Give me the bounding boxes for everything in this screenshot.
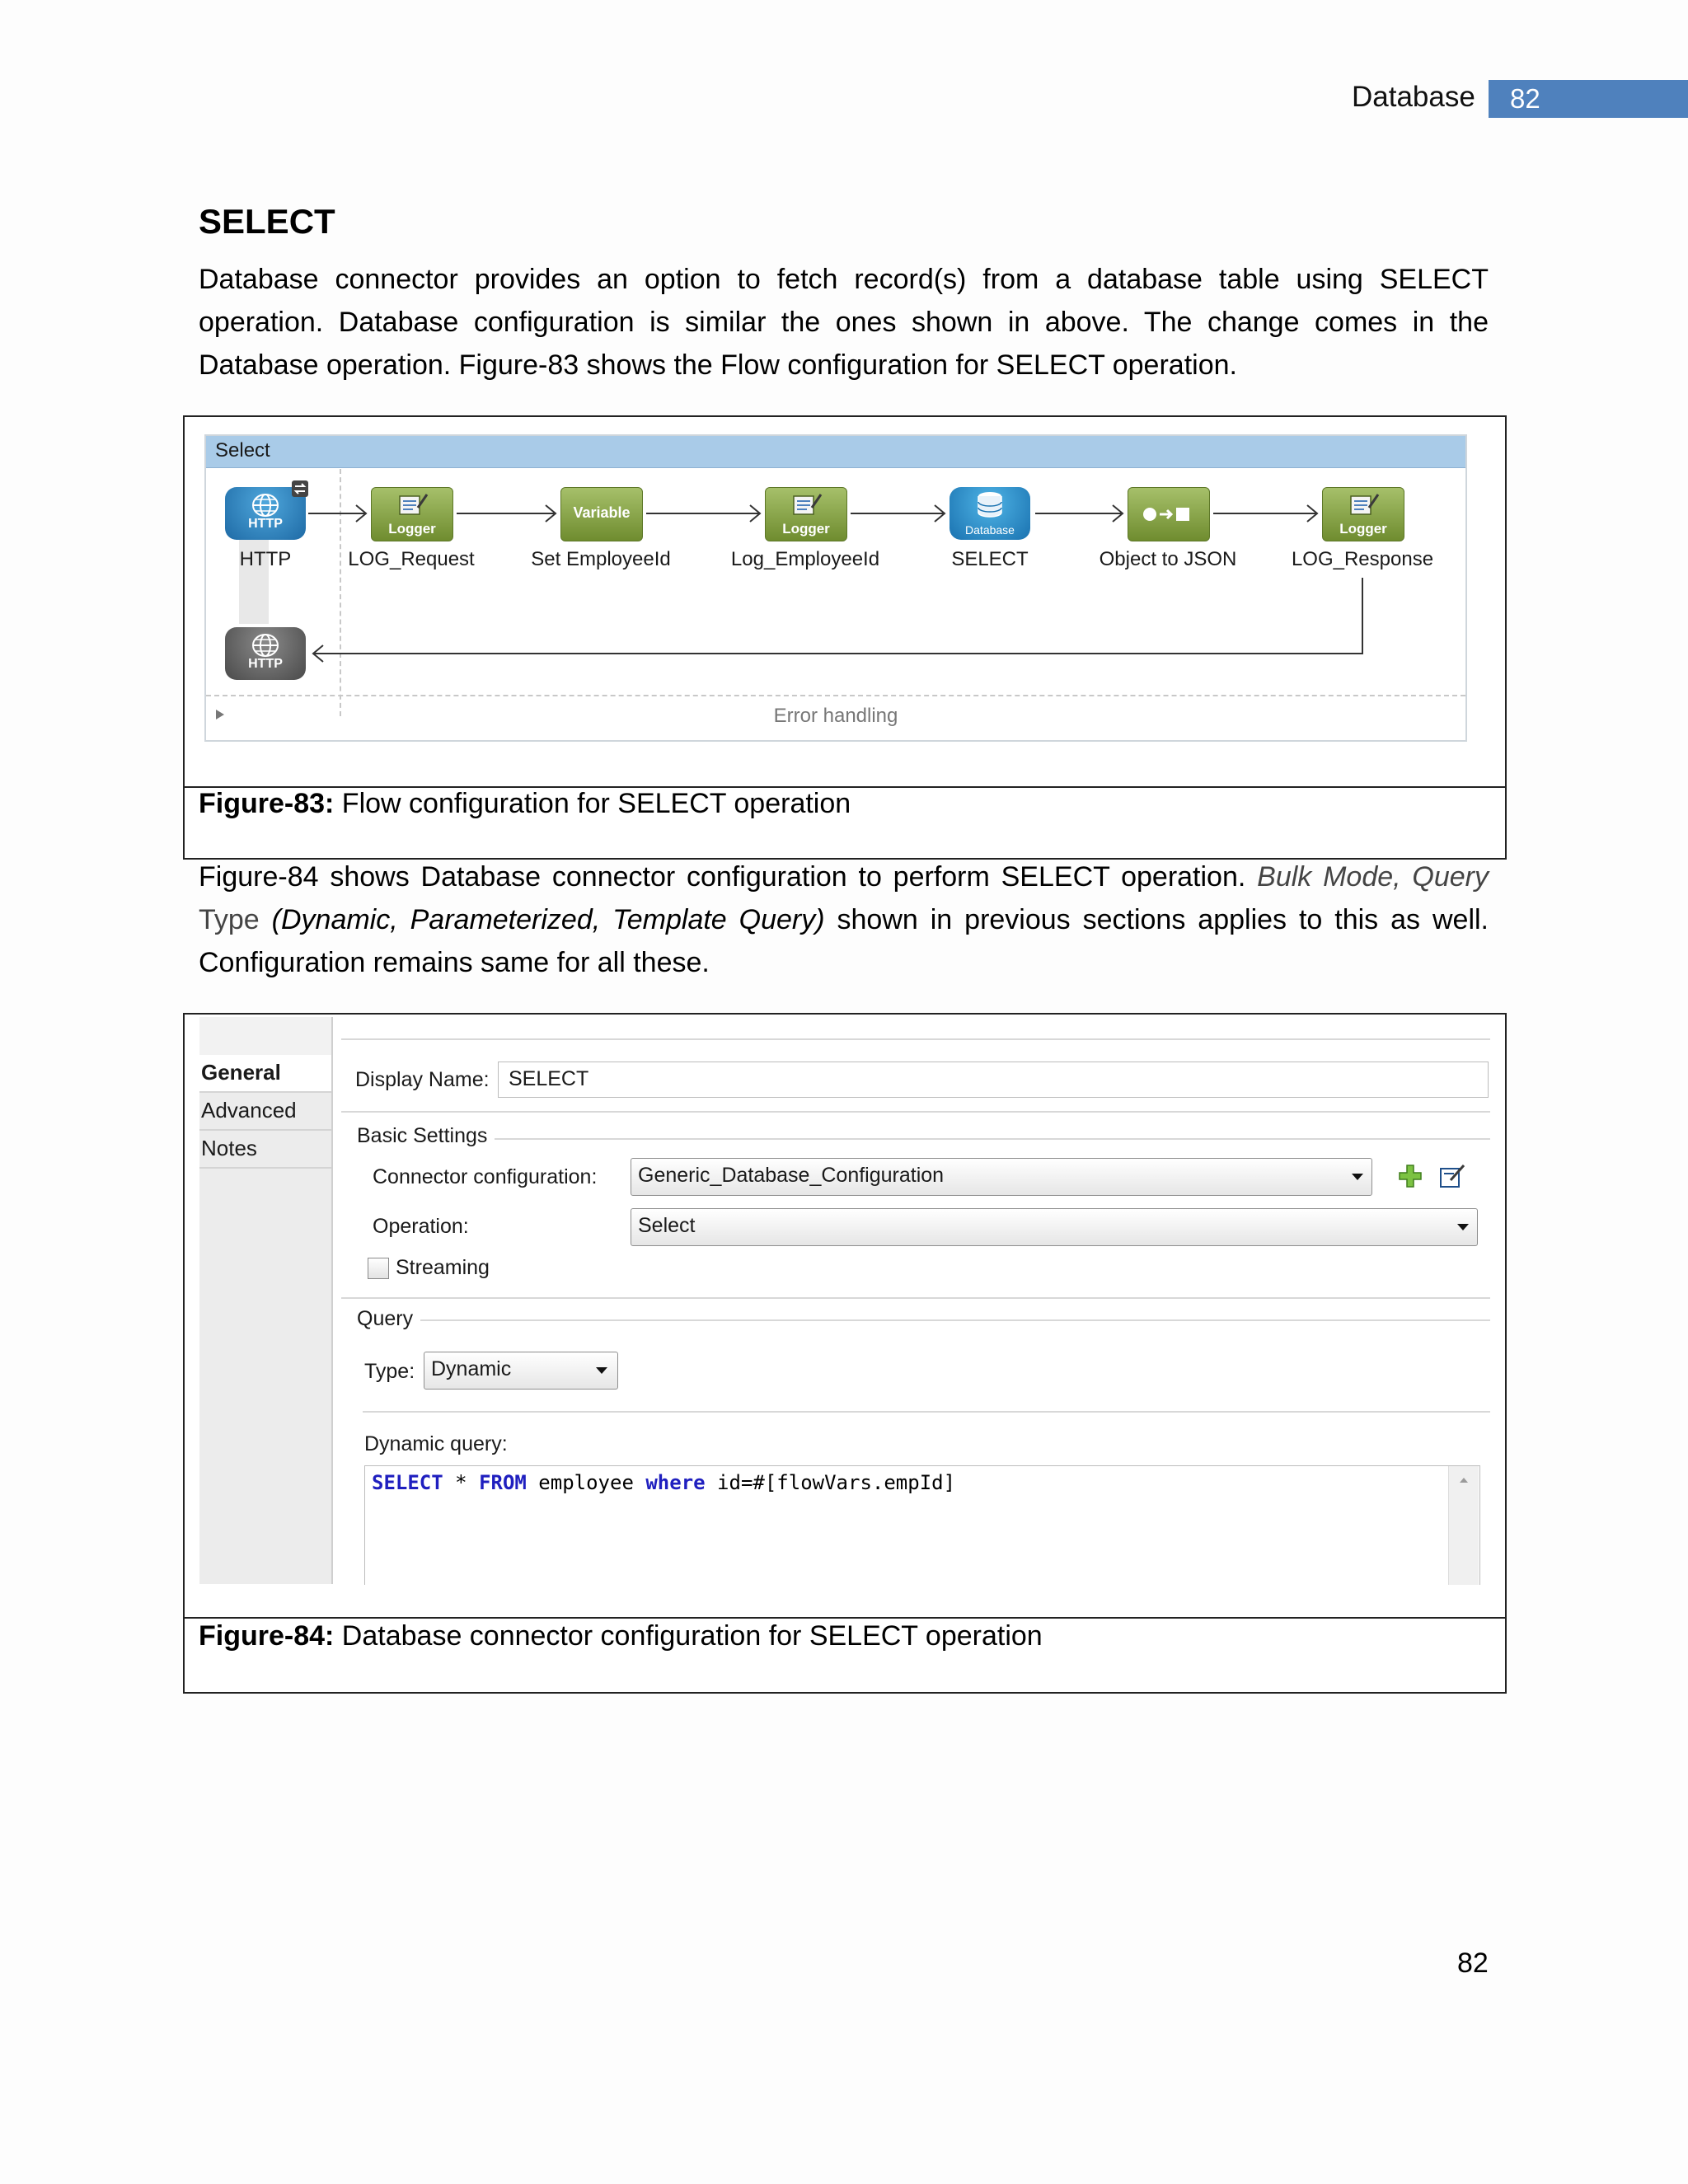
footer-page-number: 82 xyxy=(1457,1947,1489,1979)
flow-arrows xyxy=(206,436,1465,740)
tab-column-header xyxy=(199,1017,331,1057)
dynamic-query-editor[interactable] xyxy=(364,1465,1480,1585)
tab-general[interactable] xyxy=(199,1055,331,1093)
figure-83-caption-label: Figure-83: xyxy=(199,788,335,819)
http-response-tile-text: HTTP xyxy=(248,657,283,671)
config-paragraph-part2: shown in previous sections applies to this as well. Configuration remains same for all these. xyxy=(199,904,1489,978)
set-employee-id-label: Set EmployeeId xyxy=(531,548,671,570)
connector-config-select[interactable] xyxy=(631,1158,1372,1196)
header-section-title: Database xyxy=(1352,81,1475,113)
streaming-checkbox[interactable] xyxy=(368,1258,389,1279)
query-keyword-select: SELECT xyxy=(372,1471,443,1494)
dynamic-query-code xyxy=(372,1471,955,1494)
connector-config-label: Connector configuration: xyxy=(373,1165,598,1188)
arrow-response-return xyxy=(313,578,1362,662)
query-table: employee xyxy=(526,1471,646,1494)
connector-config-value: Generic_Database_Configuration xyxy=(638,1164,945,1187)
display-name-rule xyxy=(341,1111,1490,1113)
intro-paragraph-text: Database connector provides an option to fetch record(s) from a database table using SELECT operation. Database configuration is similar the ones shown in above. The change comes in the Database operation. Figure-83 shows the Flow configuration for SELECT operation. xyxy=(199,264,1489,381)
log-response-label: LOG_Response xyxy=(1291,548,1434,570)
operation-label: Operation: xyxy=(373,1215,469,1238)
error-handling-label[interactable]: Error handling xyxy=(773,705,898,727)
tab-notes-label: Notes xyxy=(201,1136,257,1160)
figure-84-caption-text: Database connector configuration for SELECT operation xyxy=(334,1620,1043,1652)
basic-settings-bottom-rule xyxy=(341,1297,1490,1299)
basic-settings-rule xyxy=(495,1138,1490,1140)
query-group-rule xyxy=(420,1319,1490,1321)
chevron-down-icon xyxy=(1457,1224,1469,1230)
config-paragraph-type: Type xyxy=(199,904,260,935)
arrow-variable-to-log-employee xyxy=(646,505,760,522)
database-tile-text: Database xyxy=(965,523,1015,537)
log-employee-id-label: Log_EmployeeId xyxy=(730,548,880,570)
section-heading: SELECT xyxy=(199,202,335,241)
header-page-number: 82 xyxy=(1510,83,1540,114)
edit-configuration-button[interactable] xyxy=(1439,1164,1467,1188)
tab-advanced-label: Advanced xyxy=(201,1098,297,1122)
figure-84-caption-label: Figure-84: xyxy=(199,1620,335,1652)
top-rule xyxy=(341,1038,1490,1040)
tab-general-label: General xyxy=(201,1060,281,1085)
log-response-tile-text: Logger xyxy=(1339,521,1387,537)
config-paragraph-text xyxy=(199,855,1489,984)
http-node-label: HTTP xyxy=(239,548,292,570)
config-paragraph-part1: Figure-84 shows Database connector configuration to perform SELECT operation. xyxy=(199,861,1258,893)
tab-advanced[interactable] xyxy=(199,1093,331,1131)
type-label: Type: xyxy=(364,1360,415,1383)
variable-tile-text: Variable xyxy=(573,504,631,521)
tab-notes[interactable] xyxy=(199,1131,331,1169)
arrow-log-request-to-variable xyxy=(457,505,556,522)
figure-84-caption xyxy=(199,1620,1043,1652)
log-employee-id-tile-text: Logger xyxy=(782,521,830,537)
intro-paragraph xyxy=(199,258,1489,387)
log-request-tile-text: Logger xyxy=(388,521,436,537)
figure-84-box xyxy=(183,1013,1507,1694)
query-star: * xyxy=(443,1471,480,1494)
config-paragraph xyxy=(199,855,1489,984)
chevron-down-icon xyxy=(1352,1174,1363,1180)
database-select-label: SELECT xyxy=(951,548,1029,570)
query-type-value: Dynamic xyxy=(431,1357,512,1380)
operation-value: Select xyxy=(638,1214,696,1237)
log-request-label: LOG_Request xyxy=(348,548,475,570)
display-name-input[interactable] xyxy=(498,1062,1489,1098)
display-name-label: Display Name: xyxy=(355,1068,490,1091)
query-condition: id=#[flowVars.empId] xyxy=(705,1471,956,1494)
query-type-select[interactable] xyxy=(424,1352,618,1390)
streaming-label: Streaming xyxy=(396,1256,490,1279)
config-paragraph-bulk-query: Bulk Mode, Query xyxy=(1257,861,1489,893)
config-paragraph-query-types: (Dynamic, Parameterized, Template Query) xyxy=(259,904,825,935)
dynamic-query-label: Dynamic query: xyxy=(364,1432,508,1455)
header-page-badge xyxy=(1489,80,1688,118)
arrow-select-to-json xyxy=(1035,505,1123,522)
display-name-value: SELECT xyxy=(509,1067,589,1090)
query-group: Query xyxy=(357,1307,414,1330)
flow-title: Select xyxy=(215,439,270,462)
query-keyword-where: where xyxy=(645,1471,706,1494)
figure-83-caption-text: Flow configuration for SELECT operation xyxy=(334,788,851,819)
flow-canvas[interactable] xyxy=(204,434,1467,742)
arrow-log-employee-to-select xyxy=(851,505,945,522)
arrow-http-to-log-request xyxy=(308,505,366,522)
object-to-json-label: Object to JSON xyxy=(1099,548,1237,570)
figure-83-caption xyxy=(199,788,851,820)
basic-settings-group: Basic Settings xyxy=(357,1124,488,1147)
add-configuration-button[interactable] xyxy=(1398,1164,1423,1188)
arrow-json-to-log-response xyxy=(1213,505,1317,522)
query-editor-scrollbar[interactable] xyxy=(1448,1466,1479,1585)
chevron-down-icon xyxy=(596,1367,607,1374)
http-node-tile-text: HTTP xyxy=(248,517,283,531)
query-type-rule xyxy=(363,1411,1490,1413)
tab-column-border xyxy=(331,1017,333,1584)
scroll-up-icon[interactable] xyxy=(1458,1476,1470,1484)
figure-84-caption-divider xyxy=(183,1617,1505,1619)
query-keyword-from: FROM xyxy=(479,1471,527,1494)
operation-select[interactable] xyxy=(631,1208,1478,1246)
